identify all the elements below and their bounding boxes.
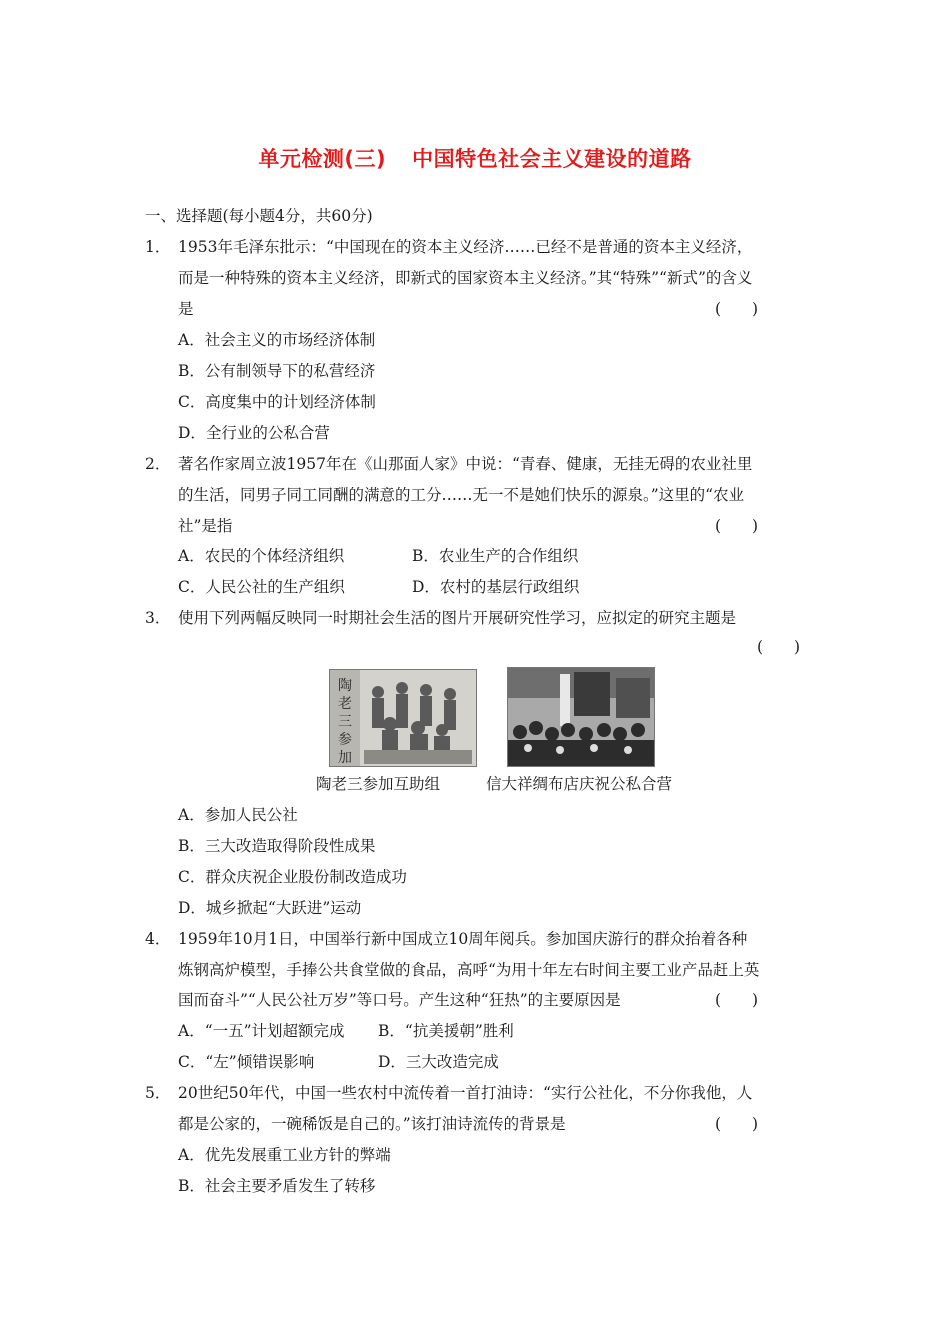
q5-number: 5． [145,1084,171,1102]
q5-option-a: A．优先发展重工业方针的弊端 [178,1146,391,1164]
q2-line-2: 的生活，同男子同工同酬的满意的工分……无一不是她们快乐的源泉。”这里的“农业 [178,486,745,504]
q2-answer-paren: ( ) [715,517,759,535]
q3-answer-paren: ( ) [757,638,801,656]
q1-line-1: 1953年毛泽东批示：“中国现在的资本主义经济……已经不是普通的资本主义经济， [178,238,753,256]
svg-text:参: 参 [338,732,352,748]
q2-option-a: A．农民的个体经济组织 [178,547,345,565]
page-title [0,143,950,173]
q3-option-b: B．三大改造取得阶段性成果 [178,837,376,855]
q4-answer-paren: ( ) [715,991,759,1009]
q3-option-c: C．群众庆祝企业股份制改造成功 [178,868,407,886]
svg-text:陶: 陶 [338,678,352,694]
q2-line-3: 社”是指 [178,517,233,535]
q1-option-b: B．公有制领导下的私营经济 [178,362,376,380]
q1-number: 1． [145,238,171,256]
q1-line-3: 是 [178,300,194,318]
svg-text:三: 三 [338,714,352,730]
svg-text:老: 老 [338,696,352,712]
q4-option-c: C．“左”倾错误影响 [178,1053,315,1071]
photo-shop-celebration [507,667,655,767]
photo-caption-1: 陶老三参加互助组 [316,775,441,793]
q3-option-a: A．参加人民公社 [178,806,298,824]
q3-line-1: 使用下列两幅反映同一时期社会生活的图片开展研究性学习，应拟定的研究主题是 [178,609,737,627]
q1-option-d: D．全行业的公私合营 [178,424,330,442]
q1-option-a: A．社会主义的市场经济体制 [178,331,376,349]
q4-number: 4． [145,930,171,948]
q4-line-2: 炼钢高炉模型，手捧公共食堂做的食品，高呼“为用十年左右时间主要工业产品赶上英 [178,961,760,979]
title-unit: 单元检测(三) [258,147,387,171]
q5-line-2: 都是公家的，一碗稀饭是自己的。”该打油诗流传的背景是 [178,1115,566,1133]
q4-option-d: D．三大改造完成 [378,1053,499,1071]
q3-option-d: D．城乡掀起“大跃进”运动 [178,899,362,917]
q4-line-3: 国而奋斗”“人民公社万岁”等口号。产生这种“狂热”的主要原因是 [178,991,621,1009]
q1-option-c: C．高度集中的计划经济体制 [178,393,376,411]
title-topic: 中国特色社会主义建设的道路 [412,147,692,171]
q3-number: 3． [145,609,171,627]
q4-option-b: B．“抗美援朝”胜利 [378,1022,514,1040]
q5-line-1: 20世纪50年代，中国一些农村中流传着一首打油诗：“实行公社化，不分你我他，人 [178,1084,753,1102]
q5-option-b: B．社会主要矛盾发生了转移 [178,1177,376,1195]
photo-caption-2: 信大祥绸布店庆祝公私合营 [486,775,673,793]
q5-answer-paren: ( ) [715,1115,759,1133]
photo-mutual-aid-group [329,669,477,767]
q2-option-d: D．农村的基层行政组织 [412,578,580,596]
q4-line-1: 1959年10月1日，中国举行新中国成立10周年阅兵。参加国庆游行的群众抬着各种 [178,930,748,948]
q2-option-c: C．人民公社的生产组织 [178,578,345,596]
q2-line-1: 著名作家周立波1957年在《山那面人家》中说：“青春、健康，无挂无碍的农业社里 [178,455,753,473]
svg-text:加: 加 [338,750,352,766]
q1-answer-paren: ( ) [715,300,759,318]
q2-option-b: B．农业生产的合作组织 [412,547,579,565]
q2-number: 2． [145,455,171,473]
section-heading: 一、选择题(每小题4分，共60分) [145,207,373,225]
q1-line-2: 而是一种特殊的资本主义经济，即新式的国家资本主义经济。”其“特殊”“新式”的含义 [178,269,753,287]
q4-option-a: A．“一五”计划超额完成 [178,1022,345,1040]
